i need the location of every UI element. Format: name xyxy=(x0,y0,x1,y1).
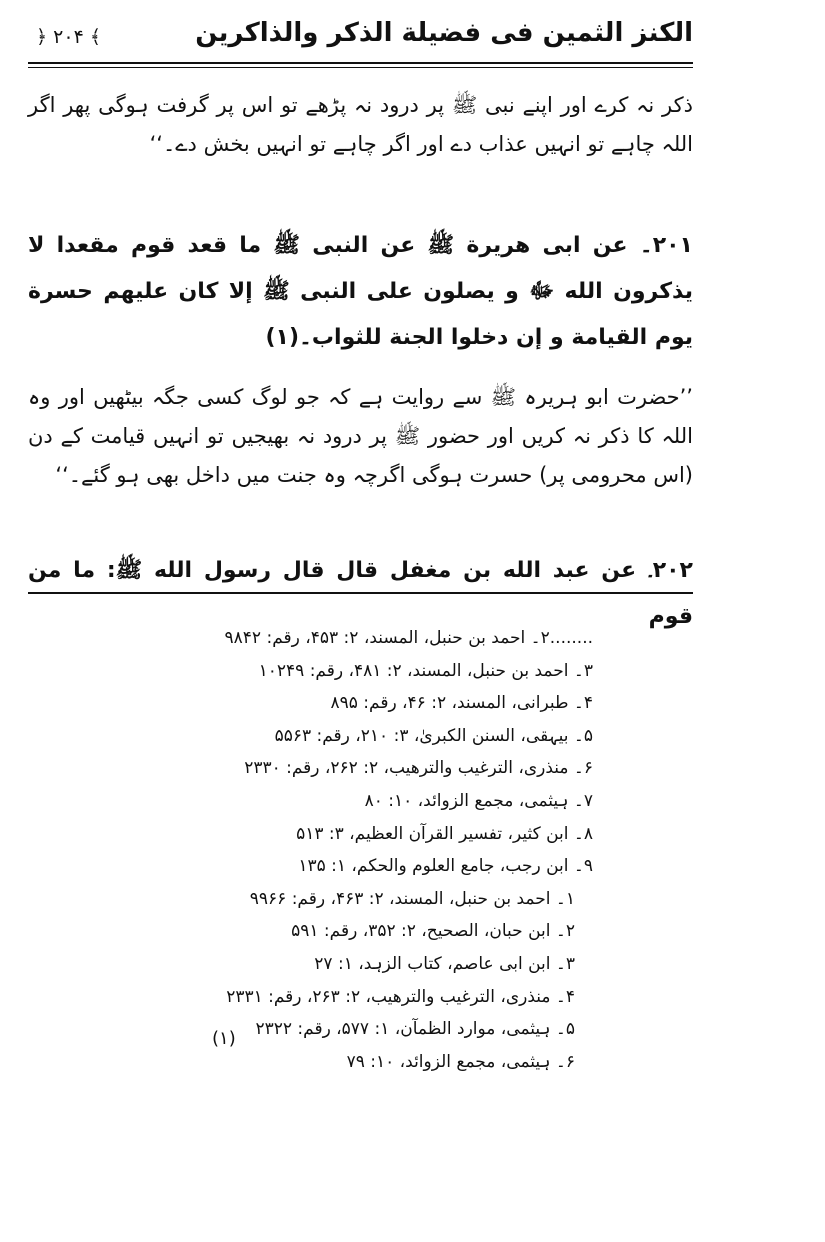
hadith-201-arabic: ۲۰۱۔ عن ابی هريرة ﷺ عن النبی ﷺ ما قعد قوم مقعدا لا يذكرون الله ﷻ و يصلون على النبی ﷺ إلا كان عليهم حسرة يوم القيامة و إن دخلوا الجنة للثواب۔(۱) xyxy=(28,233,693,350)
footnotes xyxy=(173,622,593,1078)
footnote-line: ۵۔ ہیثمی، موارد الظمآن، ۱: ۵۷۷، رقم: ۲۳۲۲ xyxy=(255,1019,575,1040)
hadith-202-arabic: ۲۰۲۔ عن عبد الله بن مغفل قال قال رسول الله ﷺ: ما من قوم xyxy=(28,558,693,629)
footnote-line: ۸۔ ابن کثیر، تفسیر القرآن العظیم، ۳: ۵۱۳ xyxy=(296,823,593,844)
hadith-201-translation: ’’حضرت ابو ہریرہ ﷺ سے روایت ہے کہ جو لوگ کسی جگہ بیٹھیں اور وہ اللہ کا ذکر نہ کریں اور حضور ﷺ پر درود نہ بھیجیں تو انہیں قیامت کے دن (اس محرومی پر) حسرت ہوگی اگرچہ وہ جنت میں داخل بھی ہو گئے۔‘‘ xyxy=(28,385,693,487)
footnote-line: ۶۔ ہیثمی، مجمع الزوائد، ۱۰: ۷۹ xyxy=(346,1051,575,1072)
footnote-line: ۴۔ طبرانی، المسند، ۲: ۴۶، رقم: ۸۹۵ xyxy=(330,693,593,714)
footnote-line: ۹۔ ابن رجب، جامع العلوم والحكم، ۱: ۱۳۵ xyxy=(298,856,593,877)
footnote-line: ۲۔ ابن حبان، الصحیح، ۲: ۳۵۲، رقم: ۵۹۱ xyxy=(291,921,575,942)
book-title: الكنز الثمين فی فضيلة الذكر والذاكرين xyxy=(195,18,693,48)
header-rule-thin xyxy=(28,67,693,68)
footnote-line: ۵۔ بیہقی، السنن الكبریٰ، ۳: ۲۱۰، رقم: ۵۵۶۳ xyxy=(274,725,593,746)
footnote-separator xyxy=(28,592,693,594)
footnote-line: ۳۔ ابن ابی عاصم، كتاب الزہد، ۱: ۲۷ xyxy=(314,953,575,974)
header-rule-thick xyxy=(28,62,693,64)
footnote-line: ۳۔ احمد بن حنبل، المسند، ۲: ۴۸۱، رقم: ۱۰۲۴۹ xyxy=(258,660,593,681)
footnote-line: ۷۔ ہیثمی، مجمع الزوائد، ۱۰: ۸۰ xyxy=(364,790,593,811)
footnote-marker: (۱) xyxy=(212,1028,236,1049)
footnote-line: ........۲۔ احمد بن حنبل، المسند، ۲: ۴۵۳، رقم: ۹۸۴۲ xyxy=(224,628,593,648)
footnote-line: ۱۔ احمد بن حنبل، المسند، ۲: ۴۶۳، رقم: ۹۹۶۶ xyxy=(249,888,575,909)
page-header xyxy=(28,8,693,64)
urdu-paragraph-continued: ذکر نہ کرے اور اپنے نبی ﷺ پر درود نہ پڑھے تو اس پر گرفت ہوگی پھر اگر اللہ چاہے تو انہیں عذاب دے اور اگر چاہے تو انہیں بخش دے۔‘‘ xyxy=(28,93,693,156)
footnote-line: ۶۔ منذری، الترغیب والترهیب، ۲: ۲۶۲، رقم: ۲۳۳۰ xyxy=(244,758,593,779)
page-number: ﴿ ۲۰۴ ﴾ xyxy=(36,26,101,48)
footnote-line: ۴۔ منذری، الترغیب والترهیب، ۲: ۲۶۳، رقم: ۲۳۳۱ xyxy=(226,986,575,1007)
